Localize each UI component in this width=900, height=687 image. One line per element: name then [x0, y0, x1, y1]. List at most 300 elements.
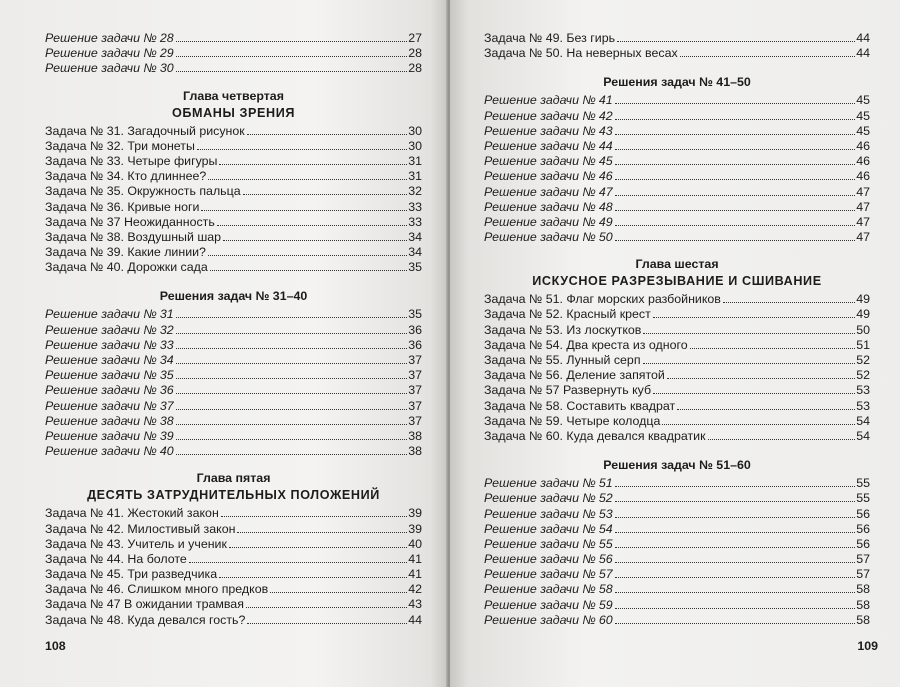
- toc-entry: [484, 139, 870, 154]
- solutions-section-title: Решения задач № 41–50: [603, 75, 751, 90]
- entry-label: Задача № 38. Воздушный шар: [45, 229, 222, 244]
- toc-entry: [45, 613, 422, 628]
- leader-dots: [176, 378, 408, 379]
- entry-page: 53: [856, 383, 870, 398]
- entry-label: Задача № 49. Без гирь: [484, 31, 616, 45]
- leader-dots: [615, 592, 856, 593]
- toc-entry: [45, 46, 422, 61]
- leader-dots: [176, 348, 408, 349]
- entry-page: 52: [856, 353, 870, 367]
- toc-entry: [45, 307, 422, 322]
- entry-label: Решение задачи №: [45, 383, 157, 398]
- entry-number: 43: [598, 123, 613, 138]
- entry-page: 57: [856, 552, 870, 567]
- leader-dots: [615, 149, 856, 150]
- left-page: [0, 0, 448, 687]
- entry-number: 60: [598, 612, 613, 627]
- leader-dots: [247, 134, 408, 135]
- entry-page: 56: [856, 536, 870, 551]
- entry-page: 30: [408, 138, 422, 153]
- entry-page: 58: [856, 582, 870, 597]
- leader-dots: [677, 409, 855, 410]
- page-number: 108: [45, 639, 66, 653]
- entry-page: 49: [856, 292, 870, 307]
- entry-page: 52: [856, 368, 870, 383]
- entry-label: Решение задачи №: [45, 444, 157, 459]
- toc-entry: [45, 506, 422, 521]
- solutions-section-title: Решения задач № 51–60: [603, 458, 751, 473]
- entry-page: 33: [408, 199, 422, 214]
- entry-page: 58: [856, 597, 870, 612]
- entry-number: 39: [159, 428, 174, 443]
- entry-page: 41: [408, 551, 422, 566]
- leader-dots: [201, 210, 407, 211]
- leader-dots: [247, 623, 407, 624]
- leader-dots: [208, 179, 407, 180]
- entry-number: 50: [598, 230, 613, 245]
- entry-number: 49: [598, 214, 613, 229]
- entry-label: Решение задачи №: [484, 582, 596, 597]
- entry-page: 55: [856, 491, 870, 506]
- entry-page: 38: [408, 428, 422, 443]
- entry-number: 37: [159, 398, 174, 413]
- toc-entry: [45, 567, 422, 582]
- leader-dots: [270, 592, 407, 593]
- entry-page: 45: [856, 108, 870, 123]
- entry-label: Задача № 46. Слишком много предков: [45, 582, 269, 597]
- chapter-label: Глава шестая: [635, 257, 719, 272]
- entry-page: 56: [856, 521, 870, 536]
- toc-entry: [45, 31, 422, 46]
- toc-entry: [45, 429, 422, 444]
- entry-page: 35: [408, 307, 422, 322]
- leader-dots: [229, 547, 407, 548]
- toc-entry: [484, 31, 870, 46]
- chapter-title: ДЕСЯТЬ ЗАТРУДНИТЕЛЬНЫХ ПОЛОЖЕНИЙ: [87, 488, 380, 503]
- leader-dots: [708, 439, 856, 440]
- entry-page: 45: [856, 93, 870, 108]
- entry-label: Задача № 52. Красный крест: [484, 307, 651, 322]
- leader-dots: [615, 210, 856, 211]
- toc-entry: [45, 399, 422, 414]
- toc-entry: [45, 230, 422, 245]
- toc-entry: [45, 414, 422, 429]
- entry-label: Решение задачи №: [484, 230, 596, 245]
- entry-page: 49: [856, 307, 870, 322]
- entry-label: Решение задачи №: [484, 123, 596, 138]
- entry-page: 31: [408, 153, 422, 168]
- toc-entry: [45, 338, 422, 353]
- entry-page: 28: [408, 46, 422, 61]
- toc-entry: [484, 124, 870, 139]
- entry-page: 46: [856, 138, 870, 153]
- entry-page: 35: [408, 260, 422, 275]
- entry-page: 36: [408, 322, 422, 337]
- entry-page: 44: [408, 612, 422, 627]
- leader-dots: [176, 409, 408, 410]
- entry-label: Задача № 45. Три разведчика: [45, 567, 218, 582]
- toc-entry: [484, 368, 870, 383]
- leader-dots: [653, 393, 855, 394]
- toc-entry: [45, 61, 422, 76]
- entry-label: Задача № 44. На болоте: [45, 551, 187, 566]
- chapter-tasks-list: [45, 124, 422, 276]
- entry-label: Задача № 58. Составить квадрат: [484, 398, 676, 413]
- entry-label: Решение задачи №: [484, 506, 596, 521]
- leader-dots: [615, 501, 856, 502]
- entry-page: 56: [856, 506, 870, 521]
- entry-number: 44: [598, 138, 613, 153]
- toc-entry: [484, 522, 870, 537]
- entry-label: Задача № 43. Учитель и ученик: [45, 536, 227, 551]
- entry-page: 43: [408, 597, 422, 612]
- solutions-list: [484, 93, 870, 245]
- toc-entry: [484, 353, 870, 368]
- entry-label: Задача № 47 В ожидании трамвая: [45, 597, 244, 612]
- toc-entry: [484, 200, 870, 215]
- entry-label: Решение задачи №: [484, 567, 596, 582]
- leader-dots: [210, 270, 407, 271]
- entry-number: 28: [159, 31, 174, 45]
- toc-entry: [45, 139, 422, 154]
- entry-label: Задача № 33. Четыре фигуры: [45, 153, 218, 168]
- leader-dots: [615, 195, 856, 196]
- toc-entry: [484, 414, 870, 429]
- entry-label: Задача № 41. Жестокий закон: [45, 506, 219, 521]
- entry-label: Решение задачи №: [484, 184, 596, 199]
- entry-page: 47: [856, 199, 870, 214]
- entry-number: 42: [598, 108, 613, 123]
- entry-page: 55: [856, 476, 870, 491]
- entry-label: Решение задачи №: [484, 214, 596, 229]
- entry-page: 41: [408, 567, 422, 582]
- toc-entry: [45, 184, 422, 199]
- toc-entry: [45, 154, 422, 169]
- entry-label: Задача № 53. Из лоскутков: [484, 322, 642, 337]
- leader-dots: [690, 348, 856, 349]
- leader-dots: [176, 393, 408, 394]
- entry-label: Решение задачи №: [45, 322, 157, 337]
- entry-page: 37: [408, 398, 422, 413]
- leader-dots: [615, 119, 856, 120]
- toc-entry: [484, 169, 870, 184]
- chapter-title: ОБМАНЫ ЗРЕНИЯ: [171, 105, 296, 120]
- leader-dots: [680, 56, 856, 57]
- toc-entry: [45, 215, 422, 230]
- entry-label: Решение задачи №: [484, 597, 596, 612]
- leader-dots: [615, 608, 856, 609]
- leader-dots: [643, 363, 856, 364]
- leader-dots: [219, 164, 407, 165]
- leader-dots: [617, 41, 855, 42]
- leader-dots: [667, 378, 855, 379]
- toc-entry: [45, 353, 422, 368]
- entry-label: Решение задачи №: [45, 398, 157, 413]
- entry-page: 44: [856, 46, 870, 61]
- entry-number: 54: [598, 521, 613, 536]
- entry-label: Решение задачи №: [45, 428, 157, 443]
- toc-entry: [45, 323, 422, 338]
- leader-dots: [615, 517, 856, 518]
- entry-number: 58: [598, 582, 613, 597]
- toc-entry: [484, 507, 870, 522]
- entry-label: Задача № 34. Кто длиннее?: [45, 169, 207, 184]
- solutions-list: [484, 476, 870, 628]
- solutions-section-title: Решения задач № 31–40: [159, 289, 308, 304]
- leader-dots: [176, 454, 408, 455]
- leader-dots: [615, 486, 856, 487]
- entry-number: 53: [598, 506, 613, 521]
- entry-page: 46: [856, 154, 870, 169]
- entry-number: 56: [598, 552, 613, 567]
- entry-number: 59: [598, 597, 613, 612]
- leader-dots: [615, 547, 856, 548]
- leader-dots: [237, 532, 407, 533]
- chapter-label: Глава четвертая: [183, 88, 284, 103]
- entry-page: 34: [408, 245, 422, 260]
- entry-label: Решение задачи №: [484, 476, 596, 491]
- toc-entry: [484, 598, 870, 613]
- leader-dots: [615, 103, 856, 104]
- leader-dots: [643, 333, 855, 334]
- toc-entry: [484, 552, 870, 567]
- toc-entry: [45, 444, 422, 459]
- entry-number: 48: [598, 199, 613, 214]
- toc-entry: [45, 537, 422, 552]
- toc-entry: [484, 109, 870, 124]
- toc-entry: [484, 230, 870, 245]
- chapter-label: Глава пятая: [196, 471, 271, 486]
- entry-label: Решение задачи №: [484, 93, 596, 108]
- page-number: 109: [857, 639, 878, 653]
- toc-entry: [45, 383, 422, 398]
- toc-entry: [484, 292, 870, 307]
- toc-entry: [484, 476, 870, 491]
- toc-entry: [484, 323, 870, 338]
- toc-entry: [45, 582, 422, 597]
- top-tasks-list: [484, 31, 870, 61]
- leader-dots: [723, 302, 855, 303]
- leader-dots: [221, 516, 407, 517]
- entry-page: 46: [856, 169, 870, 184]
- chapter-title: ИСКУСНОЕ РАЗРЕЗЫВАНИЕ И СШИВАНИЕ: [532, 274, 822, 289]
- entry-label: Решение задачи №: [484, 552, 596, 567]
- toc-entry: [45, 260, 422, 275]
- toc-entry: [484, 46, 870, 61]
- toc-entry: [45, 368, 422, 383]
- entry-label: Задача № 59. Четыре колодца: [484, 413, 661, 428]
- entry-label: Задача № 32. Три монеты: [45, 138, 195, 153]
- entry-page: 34: [408, 229, 422, 244]
- entry-page: 37: [408, 383, 422, 398]
- entry-number: 30: [159, 61, 174, 76]
- entry-page: 47: [856, 230, 870, 245]
- leader-dots: [176, 363, 408, 364]
- entry-page: 54: [856, 413, 870, 428]
- toc-entry: [484, 307, 870, 322]
- entry-number: 41: [598, 93, 613, 108]
- toc-entry: [484, 582, 870, 597]
- entry-page: 37: [408, 353, 422, 367]
- entry-number: 57: [598, 567, 613, 582]
- entry-label: Решение задачи №: [484, 612, 596, 627]
- entry-number: 47: [598, 184, 613, 199]
- toc-entry: [484, 383, 870, 398]
- toc-entry: [484, 567, 870, 582]
- leader-dots: [615, 225, 856, 226]
- entry-label: Задача № 37 Неожиданность: [45, 214, 215, 229]
- leader-dots: [615, 532, 856, 533]
- entry-label: Решение задачи №: [45, 353, 157, 367]
- entry-page: 27: [408, 31, 422, 45]
- entry-label: Задача № 31. Загадочный рисунок: [45, 123, 245, 138]
- leader-dots: [176, 71, 408, 72]
- entry-page: 33: [408, 214, 422, 229]
- toc-entry: [484, 491, 870, 506]
- toc-entry: [45, 522, 422, 537]
- leader-dots: [615, 240, 856, 241]
- entry-label: Задача № 48. Куда девался гость?: [45, 612, 246, 627]
- entry-number: 52: [598, 491, 613, 506]
- entry-page: 58: [856, 612, 870, 627]
- entry-page: 42: [408, 582, 422, 597]
- leader-dots: [615, 164, 856, 165]
- entry-label: Решение задачи №: [484, 154, 596, 169]
- toc-entry: [484, 613, 870, 628]
- top-solutions-list: [45, 31, 422, 77]
- entry-label: Задача № 60. Куда девался квадратик: [484, 428, 706, 443]
- entry-number: 40: [159, 444, 174, 459]
- entry-number: 51: [598, 476, 613, 491]
- toc-entry: [484, 154, 870, 169]
- entry-label: Решение задачи №: [484, 138, 596, 153]
- entry-page: 39: [408, 506, 422, 521]
- toc-entry: [484, 429, 870, 444]
- entry-label: Задача № 57 Развернуть куб: [484, 383, 652, 398]
- entry-page: 31: [408, 169, 422, 184]
- entry-label: Решение задачи №: [484, 108, 596, 123]
- leader-dots: [223, 240, 407, 241]
- leader-dots: [243, 194, 408, 195]
- leader-dots: [176, 333, 408, 334]
- entry-page: 37: [408, 413, 422, 428]
- entry-page: 32: [408, 184, 422, 199]
- entry-label: Решение задачи №: [45, 413, 157, 428]
- leader-dots: [246, 607, 407, 608]
- toc-entry: [45, 200, 422, 215]
- toc-entry: [45, 169, 422, 184]
- leader-dots: [208, 255, 407, 256]
- entry-page: 38: [408, 444, 422, 459]
- toc-entry: [484, 399, 870, 414]
- entry-label: Задача № 35. Окружность пальца: [45, 184, 241, 199]
- entry-page: 45: [856, 123, 870, 138]
- entry-label: Задача № 36. Кривые ноги: [45, 199, 200, 214]
- entry-page: 57: [856, 567, 870, 582]
- entry-page: 39: [408, 521, 422, 536]
- toc-entry: [484, 537, 870, 552]
- leader-dots: [662, 424, 855, 425]
- entry-page: 37: [408, 368, 422, 383]
- entry-label: Решение задачи №: [484, 521, 596, 536]
- entry-label: Задача № 39. Какие линии?: [45, 245, 206, 260]
- leader-dots: [176, 56, 408, 57]
- toc-entry: [484, 185, 870, 200]
- entry-number: 55: [598, 536, 613, 551]
- entry-number: 33: [159, 337, 174, 352]
- toc-entry: [484, 215, 870, 230]
- entry-page: 28: [408, 61, 422, 76]
- leader-dots: [176, 317, 408, 318]
- solutions-list: [45, 307, 422, 459]
- toc-entry: [484, 338, 870, 353]
- entry-page: 50: [856, 322, 870, 337]
- entry-page: 47: [856, 214, 870, 229]
- toc-entry: [484, 93, 870, 108]
- entry-page: 53: [856, 398, 870, 413]
- entry-label: Решение задачи №: [45, 368, 157, 383]
- chapter-tasks-list: [484, 292, 870, 444]
- entry-page: 36: [408, 337, 422, 352]
- entry-number: 31: [159, 307, 174, 322]
- entry-label: Решение задачи №: [45, 31, 157, 45]
- entry-number: 34: [159, 353, 174, 367]
- leader-dots: [615, 577, 856, 578]
- entry-label: Решение задачи №: [45, 337, 157, 352]
- leader-dots: [219, 577, 407, 578]
- right-page: [450, 0, 900, 687]
- entry-label: Задача № 40. Дорожки сада: [45, 260, 208, 275]
- leader-dots: [217, 225, 407, 226]
- leader-dots: [197, 149, 407, 150]
- entry-label: Задача № 51. Флаг морских разбойников: [484, 292, 721, 307]
- entry-label: Решение задачи №: [484, 169, 596, 184]
- entry-label: Решение задачи №: [484, 536, 596, 551]
- entry-number: 45: [598, 154, 613, 169]
- entry-label: Решение задачи №: [484, 199, 596, 214]
- leader-dots: [653, 317, 855, 318]
- entry-label: Решение задачи №: [45, 61, 157, 76]
- chapter-tasks-list: [45, 506, 422, 628]
- entry-label: Задача № 55. Лунный серп: [484, 353, 641, 367]
- leader-dots: [615, 623, 856, 624]
- leader-dots: [615, 134, 856, 135]
- toc-entry: [45, 124, 422, 139]
- leader-dots: [615, 562, 856, 563]
- leader-dots: [176, 439, 408, 440]
- entry-number: 29: [159, 46, 174, 61]
- entry-page: 30: [408, 123, 422, 138]
- leader-dots: [615, 179, 856, 180]
- leader-dots: [176, 41, 408, 42]
- entry-page: 47: [856, 184, 870, 199]
- leader-dots: [189, 562, 407, 563]
- entry-label: Задача № 56. Деление запятой: [484, 368, 665, 383]
- toc-entry: [45, 245, 422, 260]
- toc-entry: [45, 552, 422, 567]
- entry-label: Задача № 50. На неверных весах: [484, 46, 678, 61]
- leader-dots: [176, 424, 408, 425]
- entry-page: 51: [856, 337, 870, 352]
- entry-page: 54: [856, 428, 870, 443]
- entry-label: Решение задачи №: [484, 491, 596, 506]
- entry-label: Задача № 42. Милостивый закон: [45, 521, 236, 536]
- entry-page: 44: [856, 31, 870, 45]
- entry-number: 32: [159, 322, 174, 337]
- entry-number: 38: [159, 413, 174, 428]
- entry-label: Задача № 54. Два креста из одного: [484, 337, 688, 352]
- toc-entry: [45, 597, 422, 612]
